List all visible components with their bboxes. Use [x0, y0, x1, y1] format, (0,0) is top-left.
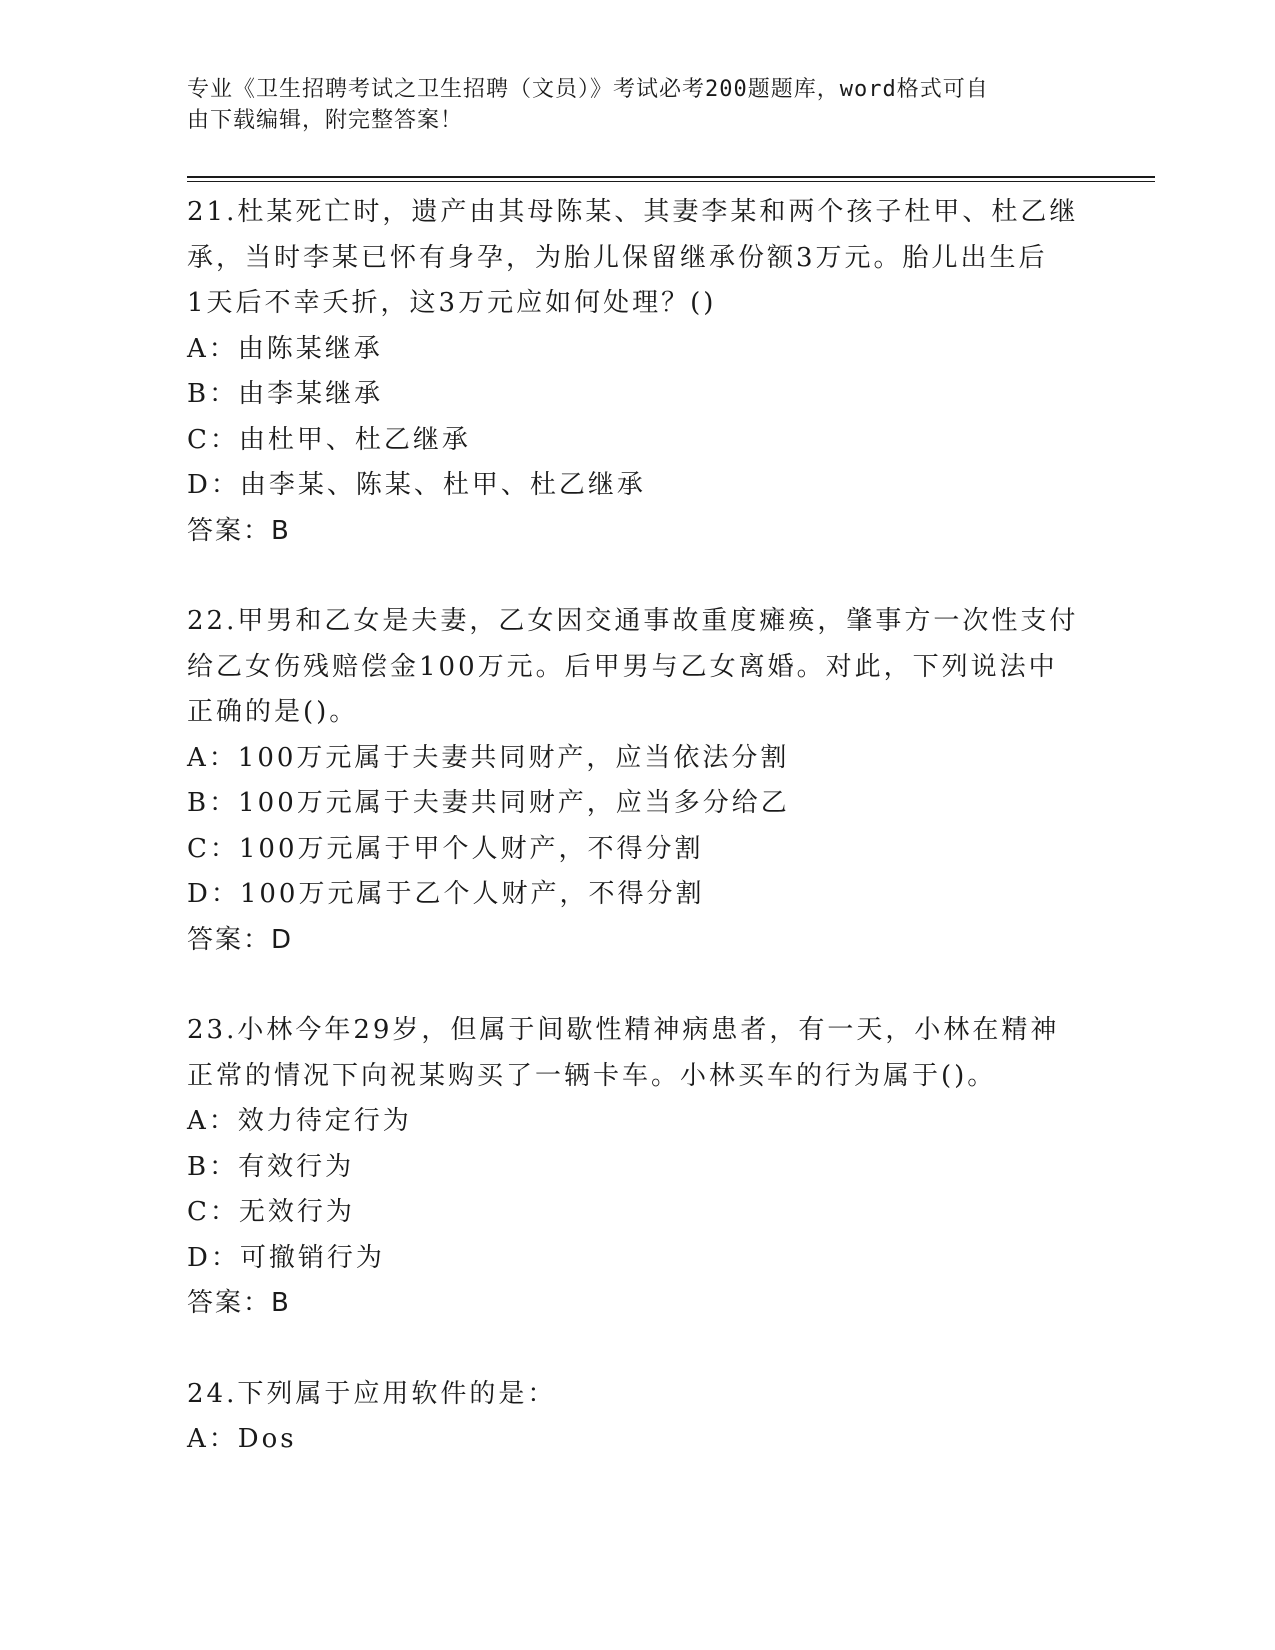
- option-a: A：Dos: [187, 1424, 297, 1454]
- question-text-line: 给乙女伤残赔偿金100万元。后甲男与乙女离婚。对此，下列说法中: [187, 651, 1058, 682]
- option-b: B：有效行为: [187, 1151, 355, 1182]
- header-line-2: 由下载编辑，附完整答案！: [187, 108, 464, 133]
- question-text-line: 23.小林今年29岁，但属于间歇性精神病患者，有一天，小林在精神: [187, 1015, 1060, 1045]
- answer-line: 答案：B: [187, 1288, 291, 1318]
- question-22: [187, 599, 1087, 963]
- question-text-line: 正确的是()。: [187, 697, 359, 727]
- question-21: [187, 190, 1087, 554]
- option-d: D：由李某、陈某、杜甲、杜乙继承: [187, 470, 646, 500]
- option-b: B：由李某继承: [187, 379, 384, 409]
- document-header: [187, 74, 1067, 136]
- option-c: C：无效行为: [187, 1197, 355, 1227]
- option-a: A：由陈某继承: [187, 333, 383, 364]
- question-24: [187, 1372, 1087, 1463]
- header-divider-thin: [187, 181, 1155, 182]
- option-b: B：100万元属于夫妻共同财产，应当多分给乙: [187, 788, 790, 818]
- question-text-line: 承，当时李某已怀有身孕，为胎儿保留继承份额3万元。胎儿出生后: [187, 242, 1048, 273]
- question-23: [187, 1008, 1087, 1327]
- question-list: [187, 190, 1087, 1508]
- question-text-line: 22.甲男和乙女是夫妻，乙女因交通事故重度瘫痪，肇事方一次性支付: [187, 606, 1079, 636]
- question-text-line: 24.下列属于应用软件的是：: [187, 1378, 557, 1409]
- option-d: D：100万元属于乙个人财产，不得分割: [187, 879, 705, 909]
- option-c: C：100万元属于甲个人财产，不得分割: [187, 833, 704, 864]
- header-line-1: 专业《卫生招聘考试之卫生招聘（文员）》考试必考200题题库，word格式可自: [187, 77, 989, 102]
- question-text-line: 21.杜某死亡时，遗产由其母陈某、其妻李某和两个孩子杜甲、杜乙继: [187, 197, 1079, 227]
- option-a: A：效力待定行为: [187, 1106, 412, 1136]
- header-divider-thick: [187, 176, 1155, 178]
- question-text-line: 1天后不幸夭折，这3万元应如何处理？(): [187, 288, 717, 318]
- option-c: C：由杜甲、杜乙继承: [187, 424, 471, 455]
- answer-line: 答案：B: [187, 515, 291, 546]
- question-text-line: 正常的情况下向祝某购买了一辆卡车。小林买车的行为属于()。: [187, 1060, 997, 1091]
- answer-line: 答案：D: [187, 924, 294, 955]
- option-a: A：100万元属于夫妻共同财产，应当依法分割: [187, 742, 790, 773]
- option-d: D：可撤销行为: [187, 1242, 385, 1273]
